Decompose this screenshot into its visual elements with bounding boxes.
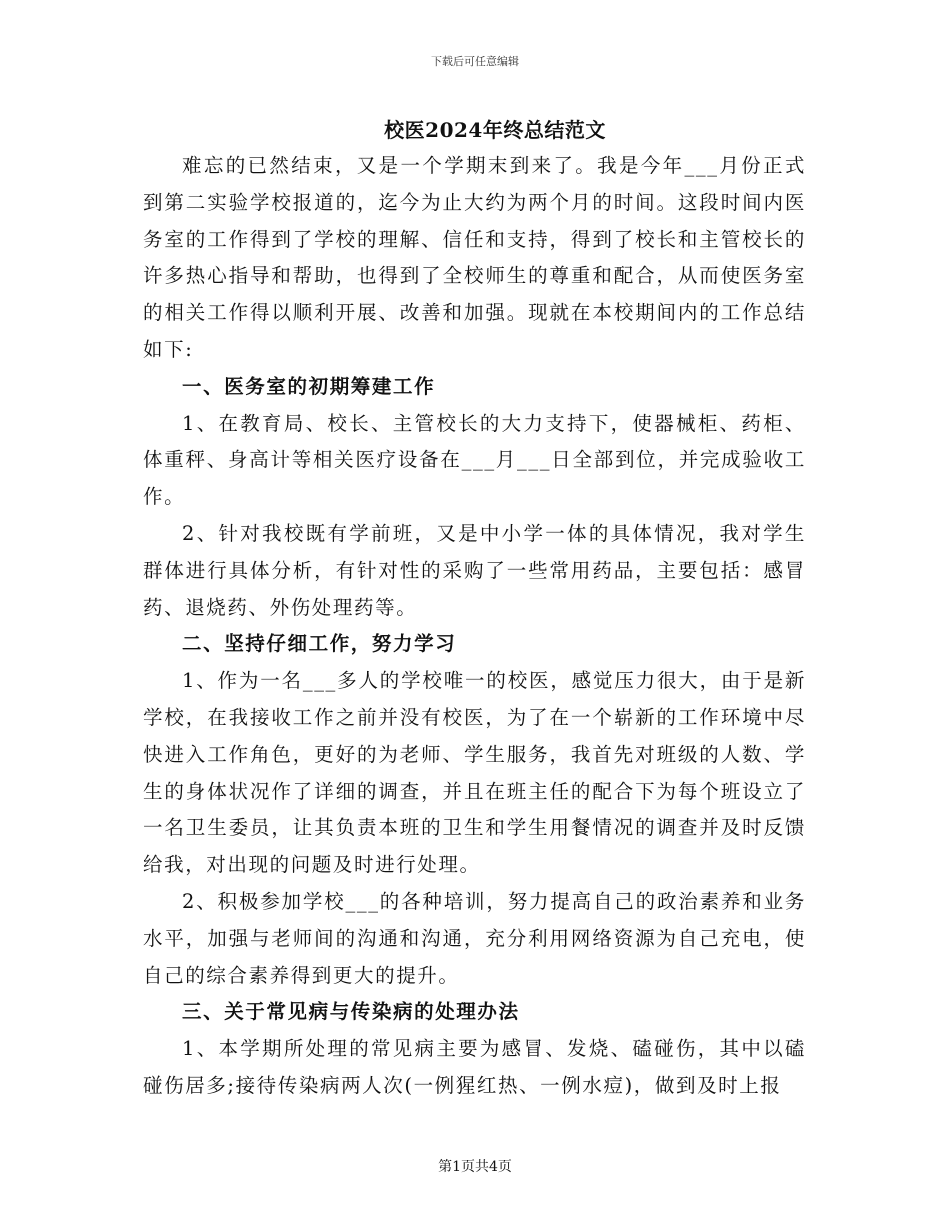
paragraph-2-1: 1、作为一名___多人的学校唯一的校医，感觉压力很大，由于是新学校，在我接收工作之前并没有校医，为了在一个崭新的工作环境中尽快进入工作角色，更好的为老师、学生服务，我首先对班级的人数、学生的身体状况作了详细的调查，并且在班主任的配合下为每个班设立了一名卫生委员，让其负责本班的卫生和学生用餐情况的调查并及时反馈给我，对出现的问题及时进行处理。 [143,669,806,877]
header-note: 下载后可任意编辑 [431,55,519,68]
intro-paragraph: 难忘的已然结束，又是一个学期末到来了。我是今年___月份正式到第二实验学校报道的，迄今为止大约为两个月的时间。这段时间内医务室的工作得到了学校的理解、信任和支持，得到了校长和主管校长的许多热心指导和帮助，也得到了全校师生的尊重和配合，从而使医务室的相关工作得以顺利开展、改善和加强。现就在本校期间内的工作总结如下: [143,154,806,361]
section-heading-3: 三、关于常见病与传染病的处理办法 [182,1000,520,1024]
paragraph-3-1: 1、本学期所处理的常见病主要为感冒、发烧、磕碰伤，其中以磕碰伤居多;接待传染病两人次(一例猩红热、一例水痘)，做到及时上报 [143,1037,806,1097]
section-heading-2: 二、坚持仔细工作，努力学习 [182,632,457,656]
document-title: 校医2024年终总结范文 [384,118,606,142]
paragraph-2-2: 2、积极参加学校___的各种培训，努力提高自己的政治素养和业务水平，加强与老师间的沟通和沟通，充分利用网络资源为自己充电，使自己的综合素养得到更大的提升。 [143,889,806,987]
page-footer: 第1页共4页 [438,1159,512,1175]
document-body [143,148,806,1105]
paragraph-1-1: 1、在教育局、校长、主管校长的大力支持下，使器械柜、药柜、体重秤、身高计等相关医疗设备在___月___日全部到位，并完成验收工作。 [143,411,806,509]
section-heading-1: 一、医务室的初期筹建工作 [182,374,436,398]
paragraph-1-2: 2、针对我校既有学前班，又是中小学一体的具体情况，我对学生群体进行具体分析，有针对性的采购了一些常用药品，主要包括：感冒药、退烧药、外伤处理药等。 [143,521,806,619]
